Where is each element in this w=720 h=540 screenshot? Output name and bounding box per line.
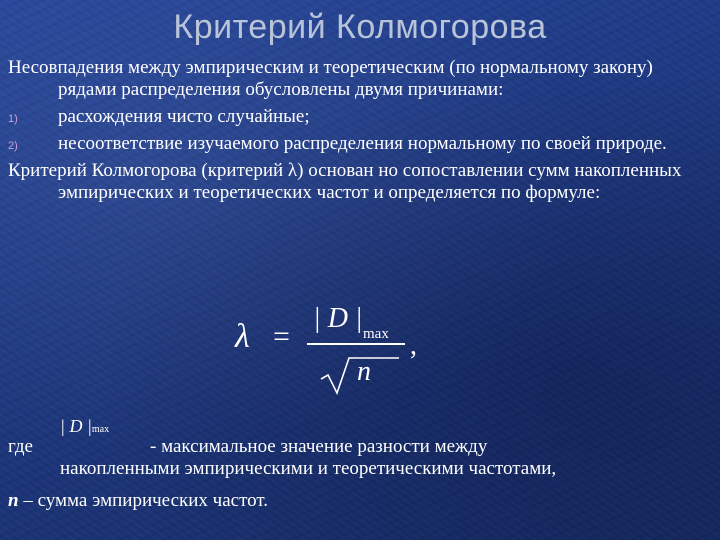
formula-lambda: λ (235, 318, 250, 355)
n-definition (8, 490, 268, 512)
list-item (8, 106, 708, 128)
list-number: 1) (8, 113, 18, 125)
formula-denominator: n (357, 356, 371, 387)
formula-numerator-subscript: max (363, 326, 389, 342)
list-item-text: расхождения чисто случайные; (58, 106, 310, 127)
list-item-text: несоответствие изучаемого распределения нормальному по своей природе. (58, 133, 667, 154)
list-item (8, 133, 708, 155)
where-continuation: накопленными эмпирическими и теоретическими частотами, (60, 458, 557, 479)
intro-paragraph: Несовпадения между эмпирическим и теоретическим (по нормальному закону) рядами распределения обусловлены двумя причинами: (8, 57, 653, 100)
formula-equals: = (273, 320, 290, 353)
n-symbol: n (8, 490, 19, 511)
where-label: где (8, 436, 33, 457)
where-symbol: | D |max (60, 416, 110, 436)
where-symbol-subscript: max (91, 424, 110, 435)
fraction-bar (307, 343, 405, 345)
list-number: 2) (8, 140, 18, 152)
kolmogorov-formula (235, 300, 435, 395)
criterion-paragraph: Критерий Колмогорова (критерий λ) основан но сопоставлении сумм накопленных эмпирических и теоретических частот и определяется по формуле: (8, 160, 682, 203)
slide-title: Критерий Колмогорова (173, 8, 547, 46)
n-text: – сумма эмпирических частот. (18, 490, 269, 511)
formula-numerator: | D | (313, 303, 363, 334)
formula-comma: , (410, 330, 417, 361)
slide-body (8, 57, 708, 209)
where-text: - максимальное значение разности между (150, 436, 488, 457)
